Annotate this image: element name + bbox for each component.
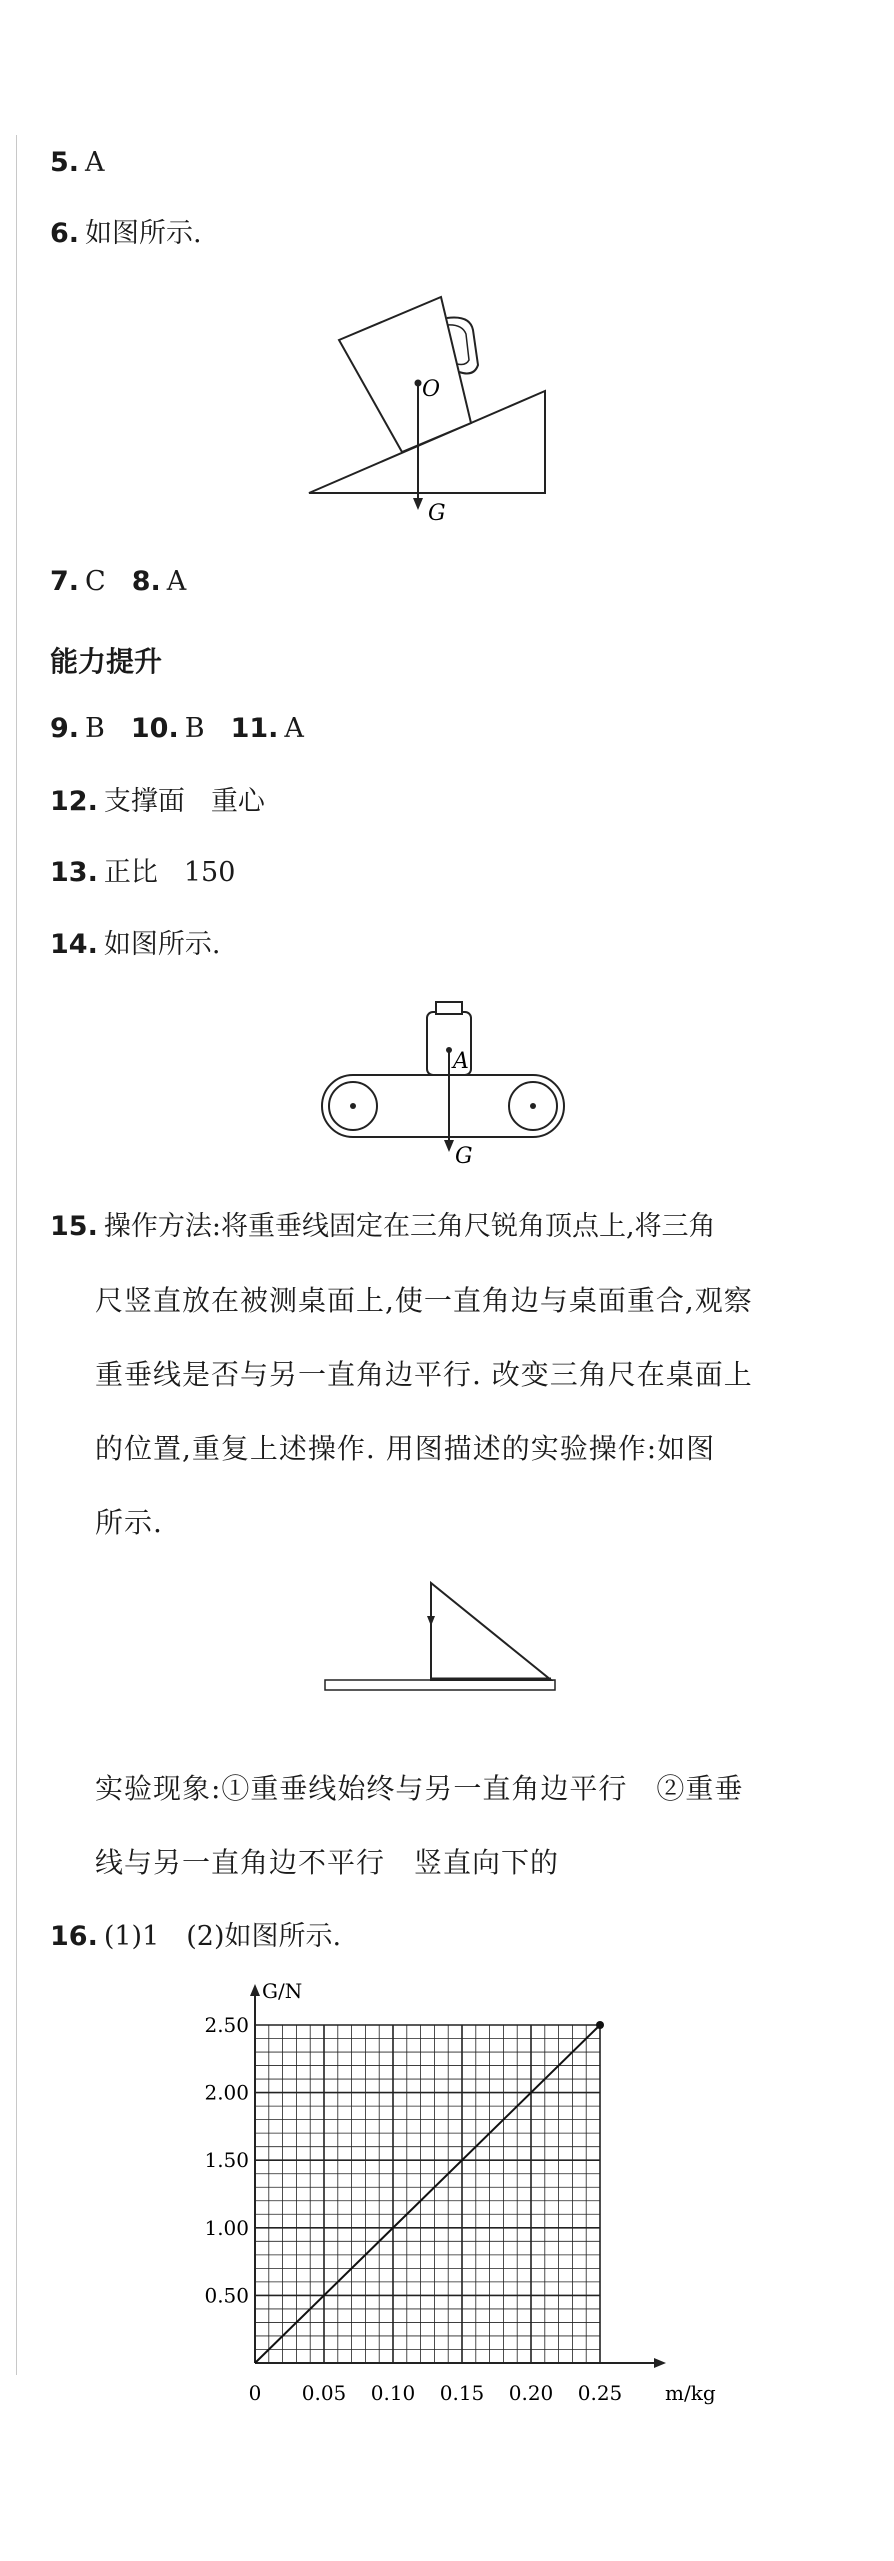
answer-text: B	[184, 713, 205, 744]
answer-text: 尺竖直放在被测桌面上,使一直角边与桌面重合,观察	[95, 1284, 753, 1317]
answer-text: C	[85, 566, 106, 597]
phenomenon-text: 线与另一直角边不平行 竖直向下的	[95, 1846, 560, 1879]
answer-text: A	[85, 147, 105, 178]
y-tick-label: 2.50	[204, 2013, 249, 2037]
chart-axes	[250, 1984, 666, 2368]
question-number: 7.	[50, 566, 80, 597]
answer-text: 重垂线是否与另一直角边平行. 改变三角尺在桌面上	[95, 1358, 753, 1391]
answer-text: (1)1 (2)如图所示.	[103, 1921, 342, 1952]
question-number: 12.	[50, 786, 98, 817]
answer-text: 正比	[103, 857, 158, 888]
chart-series	[255, 2021, 604, 2363]
x-tick-label: 0.25	[577, 2381, 623, 2405]
answer-text: 操作方法:将重垂线固定在三角尺锐角顶点上,将三角	[103, 1211, 716, 1242]
block-label-a: A	[453, 1049, 469, 1074]
question-number: 11.	[230, 713, 279, 744]
answer-text: 重心	[210, 786, 265, 817]
force-label-g: G	[455, 1144, 473, 1169]
x-tick-label: 0.15	[439, 2381, 485, 2405]
answer-text: 支撑面	[103, 786, 185, 817]
section-heading: 能力提升	[50, 645, 163, 678]
x-tick-label: 0.10	[370, 2381, 416, 2405]
y-axis-label: G/N	[262, 1979, 303, 2003]
question-number: 14.	[50, 929, 98, 960]
question-number: 15.	[50, 1211, 98, 1242]
y-tick-label: 1.00	[204, 2215, 249, 2240]
x-tick-label: 0.20	[508, 2381, 554, 2405]
question-number: 16.	[50, 1921, 98, 1952]
force-label-g: G	[428, 501, 446, 526]
question-number: 10.	[130, 713, 179, 744]
x-axis-arrow	[654, 2358, 666, 2368]
question-number: 9.	[50, 713, 80, 744]
point-label-o: O	[422, 377, 441, 402]
answer-text: A	[284, 713, 304, 744]
answer-text: A	[166, 566, 187, 597]
answer-text: 150	[183, 857, 236, 888]
phenomenon-text: 实验现象:①重垂线始终与另一直角边平行 ②重垂	[95, 1772, 744, 1805]
y-axis-arrow	[250, 1984, 260, 1996]
x-tick-label: 0	[248, 2381, 262, 2405]
answer-text: 的位置,重复上述操作. 用图描述的实验操作:如图	[95, 1432, 716, 1465]
answer-text: B	[85, 713, 105, 744]
x-tick-label: 0.05	[301, 2381, 347, 2405]
y-tick-label: 2.00	[204, 2080, 249, 2105]
y-tick-label: 1.50	[204, 2148, 249, 2173]
data-point	[596, 2021, 604, 2029]
question-number: 5.	[50, 147, 80, 178]
x-axis-label: m/kg	[665, 2381, 716, 2405]
answer-text: 如图所示.	[103, 929, 221, 960]
question-number: 6.	[50, 218, 80, 249]
answer-text: 如图所示.	[85, 218, 202, 249]
series-line	[255, 2025, 600, 2363]
answer-text: 所示.	[95, 1506, 163, 1539]
question-number: 13.	[50, 857, 98, 888]
y-tick-label: 0.50	[204, 2283, 249, 2308]
question-number: 8.	[131, 566, 161, 597]
